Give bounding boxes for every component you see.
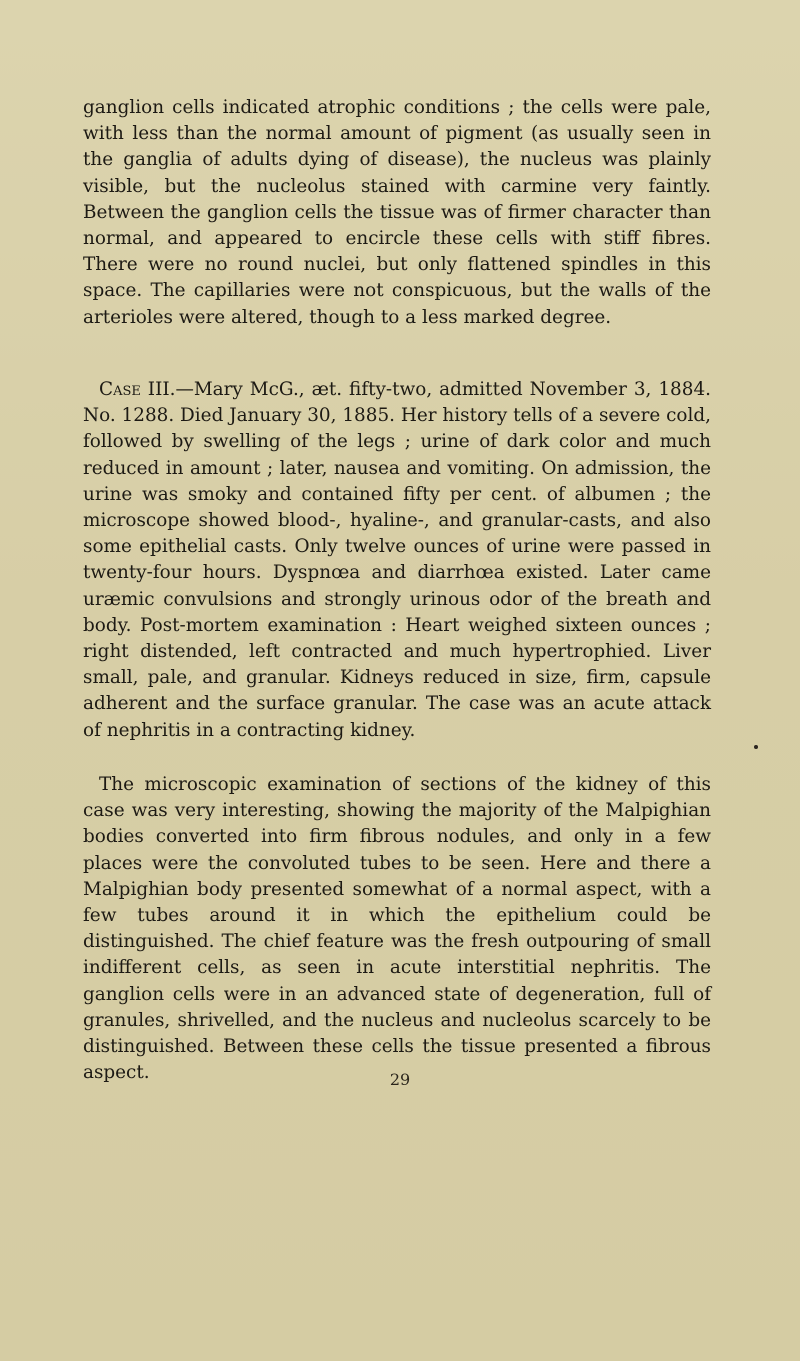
paragraph-case-iii	[83, 377, 711, 744]
paragraph-2-text: —Mary McG., æt. fifty-two, admitted November 3, 1884. No. 1288. Died January 30, 1885. Her history tells of a severe cold, followed by swelling of the legs ; urine of dark color and much reduced in amount ; later, nausea and vomiting. On admission, the urine was smoky and contained fifty per cent. of albumen ; the microscope showed blood-, hyaline-, and granular-casts, and also some epithelial casts. Only twelve ounces of urine were passed in twenty-four hours. Dyspnœa and diarrhœa existed. Later came uræmic convulsions and strongly urinous odor of the breath and body. Post-mortem examination : Heart weighed sixteen ounces ; right distended, left contracted and much hypertrophied. Liver small, pale, and granular. Kidneys reduced in size, firm, capsule adherent and the surface granular. The case was an acute attack of nephritis in a contracting kidney.	[83, 379, 712, 741]
paragraph-3	[83, 772, 711, 1086]
case-label: Case III.	[99, 379, 176, 400]
paragraph-1	[83, 95, 711, 331]
page-number: 29	[389, 1070, 411, 1089]
paragraph-1-text: ganglion cells indicated atrophic conditions ; the cells were pale, with less than the normal amount of pigment (as usually seen in the ganglia of adults dying of disease), the nucleus was plainly visible, but the nucleolus stained with carmine very faintly. Between the ganglion cells the tissue was of firmer character than normal, and appeared to encircle these cells with stiff fibres. There were no round nuclei, but only flattened spindles in this space. The capillaries were not conspicuous, but the walls of the arterioles were altered, though to a less marked degree.	[83, 97, 711, 328]
paper-speck	[754, 745, 758, 749]
paragraph-3-text: The microscopic examination of sections of the kidney of this case was very interesting, showing the majority of the Malpighian bodies converted into firm fibrous nodules, and only in a few places were the convoluted tubes to be seen. Here and there a Malpighian body presented somewhat of a normal aspect, with a few tubes around it in which the epithelium could be distinguished. The chief feature was the fresh outpouring of small indifferent cells, as seen in acute interstitial nephritis. The ganglion cells were in an advanced state of degeneration, full of granules, shrivelled, and the nucleus and nucleolus scarcely to be distinguished. Between these cells the tissue presented a fibrous aspect.	[83, 774, 711, 1084]
